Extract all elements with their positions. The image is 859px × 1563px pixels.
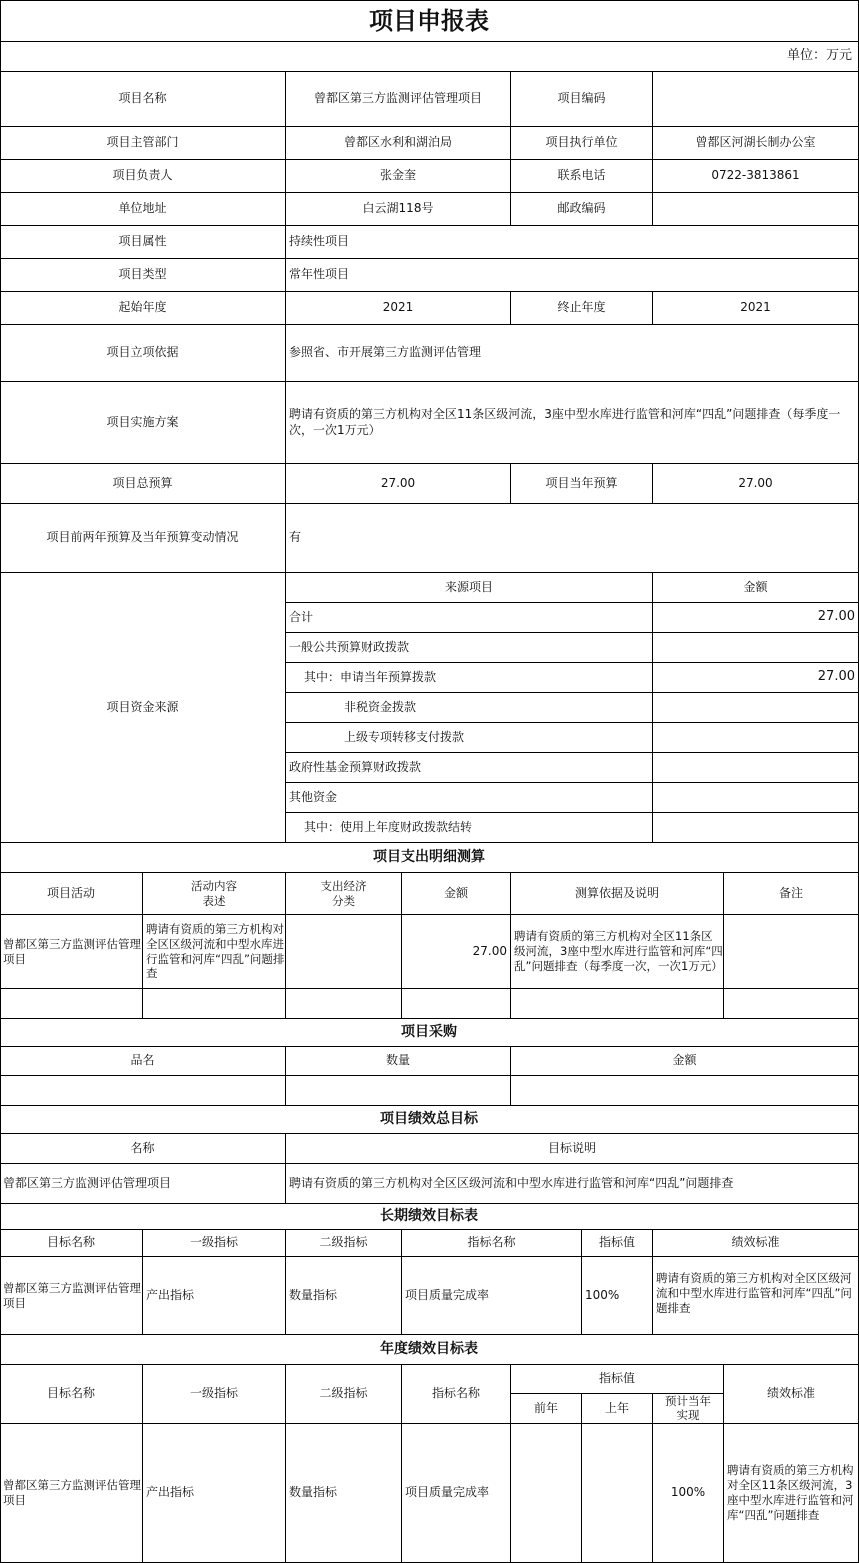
long-term-name: 曾都区第三方监测评估管理项目 (0, 1257, 143, 1335)
perf-total-header-desc: 目标说明 (286, 1134, 859, 1164)
funding-label: 项目资金来源 (0, 573, 286, 843)
start-year-value: 2021 (286, 292, 511, 325)
funding-row-name: 其他资金 (286, 783, 653, 813)
attr-value: 持续性项目 (286, 226, 859, 259)
perf-total-desc: 聘请有资质的第三方机构对全区区级河流和中型水库进行监管和河库“四乱”问题排查 (286, 1164, 859, 1204)
funding-row-amount (653, 813, 859, 843)
annual-prev (582, 1424, 653, 1563)
expense-empty-cell (511, 989, 724, 1019)
long-term-level2: 数量指标 (286, 1257, 402, 1335)
annual-indicator: 项目质量完成率 (402, 1424, 511, 1563)
total-budget-value: 27.00 (286, 464, 511, 504)
project-code-value (653, 72, 859, 127)
annual-section-title: 年度绩效目标表 (0, 1335, 859, 1365)
funding-row-amount (653, 783, 859, 813)
funding-row-amount (653, 693, 859, 723)
expense-header-category: 支出经济 分类 (286, 873, 402, 915)
end-year-label: 终止年度 (511, 292, 653, 325)
purchase-header-name: 品名 (0, 1047, 286, 1076)
funding-row-name: 上级专项转移支付拨款 (286, 723, 653, 753)
expense-activity: 曾都区第三方监测评估管理项目 (0, 915, 143, 989)
year-budget-value: 27.00 (653, 464, 859, 504)
long-term-header-value: 指标值 (582, 1230, 653, 1257)
long-term-header-level2: 二级指标 (286, 1230, 402, 1257)
expense-empty-cell (402, 989, 511, 1019)
basis-label: 项目立项依据 (0, 325, 286, 382)
expense-category (286, 915, 402, 989)
perf-total-section-title: 项目绩效总目标 (0, 1106, 859, 1134)
annual-subheader-current: 预计当年 实现 (653, 1394, 724, 1424)
funding-row-amount (653, 723, 859, 753)
long-term-header-indicator: 指标名称 (402, 1230, 582, 1257)
expense-empty-cell (286, 989, 402, 1019)
expense-header-content: 活动内容 表述 (143, 873, 286, 915)
expense-empty-cell (0, 989, 143, 1019)
long-term-header-standard: 绩效标准 (653, 1230, 859, 1257)
annual-subheader-prev2: 前年 (511, 1394, 582, 1424)
exec-unit-label: 项目执行单位 (511, 127, 653, 160)
expense-header-note: 备注 (724, 873, 859, 915)
expense-note (724, 915, 859, 989)
expense-content: 聘请有资质的第三方机构对全区区级河流和中型水库进行监管和河库“四乱”问题排查 (143, 915, 286, 989)
funding-row-name: 非税资金拨款 (286, 693, 653, 723)
long-term-level1: 产出指标 (143, 1257, 286, 1335)
basis-value: 参照省、市开展第三方监测评估管理 (286, 325, 859, 382)
postcode-label: 邮政编码 (511, 193, 653, 226)
project-name-value: 曾都区第三方监测评估管理项目 (286, 72, 511, 127)
phone-label: 联系电话 (511, 160, 653, 193)
plan-label: 项目实施方案 (0, 382, 286, 464)
long-term-header-level1: 一级指标 (143, 1230, 286, 1257)
annual-prev2 (511, 1424, 582, 1563)
expense-header-activity: 项目活动 (0, 873, 143, 915)
annual-current: 100% (653, 1424, 724, 1563)
funding-row-name: 其中：使用上年度财政拨款结转 (286, 813, 653, 843)
address-label: 单位地址 (0, 193, 286, 226)
funding-header-amount: 金额 (653, 573, 859, 603)
annual-standard: 聘请有资质的第三方机构对全区11条区级河流，3座中型水库进行监管和河库“四乱”问题排查 (724, 1424, 859, 1563)
unit-label: 单位：万元 (0, 42, 859, 72)
expense-header-basis: 测算依据及说明 (511, 873, 724, 915)
funding-row-amount (653, 753, 859, 783)
long-term-value: 100% (582, 1257, 653, 1335)
expense-section-title: 项目支出明细测算 (0, 843, 859, 873)
funding-header-source: 来源项目 (286, 573, 653, 603)
project-name-label: 项目名称 (0, 72, 286, 127)
long-term-indicator: 项目质量完成率 (402, 1257, 582, 1335)
address-value: 白云湖118号 (286, 193, 511, 226)
annual-level1: 产出指标 (143, 1424, 286, 1563)
budget-change-value: 有 (286, 504, 859, 573)
funding-row-name: 一般公共预算财政拨款 (286, 633, 653, 663)
person-label: 项目负责人 (0, 160, 286, 193)
expense-header-amount: 金额 (402, 873, 511, 915)
expense-empty-cell (724, 989, 859, 1019)
exec-unit-value: 曾都区河湖长制办公室 (653, 127, 859, 160)
purchase-header-qty: 数量 (286, 1047, 511, 1076)
funding-row-name: 其中：申请当年预算拨款 (286, 663, 653, 693)
person-value: 张金奎 (286, 160, 511, 193)
annual-name: 曾都区第三方监测评估管理项目 (0, 1424, 143, 1563)
phone-value: 0722-3813861 (653, 160, 859, 193)
annual-header-standard: 绩效标准 (724, 1365, 859, 1424)
expense-empty-cell (143, 989, 286, 1019)
annual-header-level1: 一级指标 (143, 1365, 286, 1424)
annual-header-indicator: 指标名称 (402, 1365, 511, 1424)
purchase-header-amount: 金额 (511, 1047, 859, 1076)
annual-header-value: 指标值 (511, 1365, 724, 1394)
end-year-value: 2021 (653, 292, 859, 325)
annual-level2: 数量指标 (286, 1424, 402, 1563)
long-term-standard: 聘请有资质的第三方机构对全区区级河流和中型水库进行监管和河库“四乱”问题排查 (653, 1257, 859, 1335)
start-year-label: 起始年度 (0, 292, 286, 325)
total-budget-label: 项目总预算 (0, 464, 286, 504)
expense-basis: 聘请有资质的第三方机构对全区11条区级河流，3座中型水库进行监管和河库“四乱”问题排查（每季度一次，一次1万元） (511, 915, 724, 989)
attr-label: 项目属性 (0, 226, 286, 259)
funding-row-amount: 27.00 (653, 663, 859, 693)
funding-row-name: 合计 (286, 603, 653, 633)
purchase-empty-cell (511, 1076, 859, 1106)
postcode-value (653, 193, 859, 226)
perf-total-name: 曾都区第三方监测评估管理项目 (0, 1164, 286, 1204)
expense-amount: 27.00 (402, 915, 511, 989)
type-value: 常年性项目 (286, 259, 859, 292)
perf-total-header-name: 名称 (0, 1134, 286, 1164)
plan-value: 聘请有资质的第三方机构对全区11条区级河流，3座中型水库进行监管和河库“四乱”问题排查（每季度一次，一次1万元） (286, 382, 859, 464)
dept-value: 曾都区水利和湖泊局 (286, 127, 511, 160)
funding-row-amount: 27.00 (653, 603, 859, 633)
purchase-empty-cell (286, 1076, 511, 1106)
type-label: 项目类型 (0, 259, 286, 292)
funding-row-amount (653, 633, 859, 663)
budget-change-label: 项目前两年预算及当年预算变动情况 (0, 504, 286, 573)
long-term-header-name: 目标名称 (0, 1230, 143, 1257)
purchase-section-title: 项目采购 (0, 1019, 859, 1047)
long-term-section-title: 长期绩效目标表 (0, 1204, 859, 1230)
annual-subheader-prev: 上年 (582, 1394, 653, 1424)
year-budget-label: 项目当年预算 (511, 464, 653, 504)
form-title: 项目申报表 (0, 0, 859, 42)
purchase-empty-cell (0, 1076, 286, 1106)
annual-header-name: 目标名称 (0, 1365, 143, 1424)
funding-row-name: 政府性基金预算财政拨款 (286, 753, 653, 783)
project-code-label: 项目编码 (511, 72, 653, 127)
annual-header-level2: 二级指标 (286, 1365, 402, 1424)
dept-label: 项目主管部门 (0, 127, 286, 160)
